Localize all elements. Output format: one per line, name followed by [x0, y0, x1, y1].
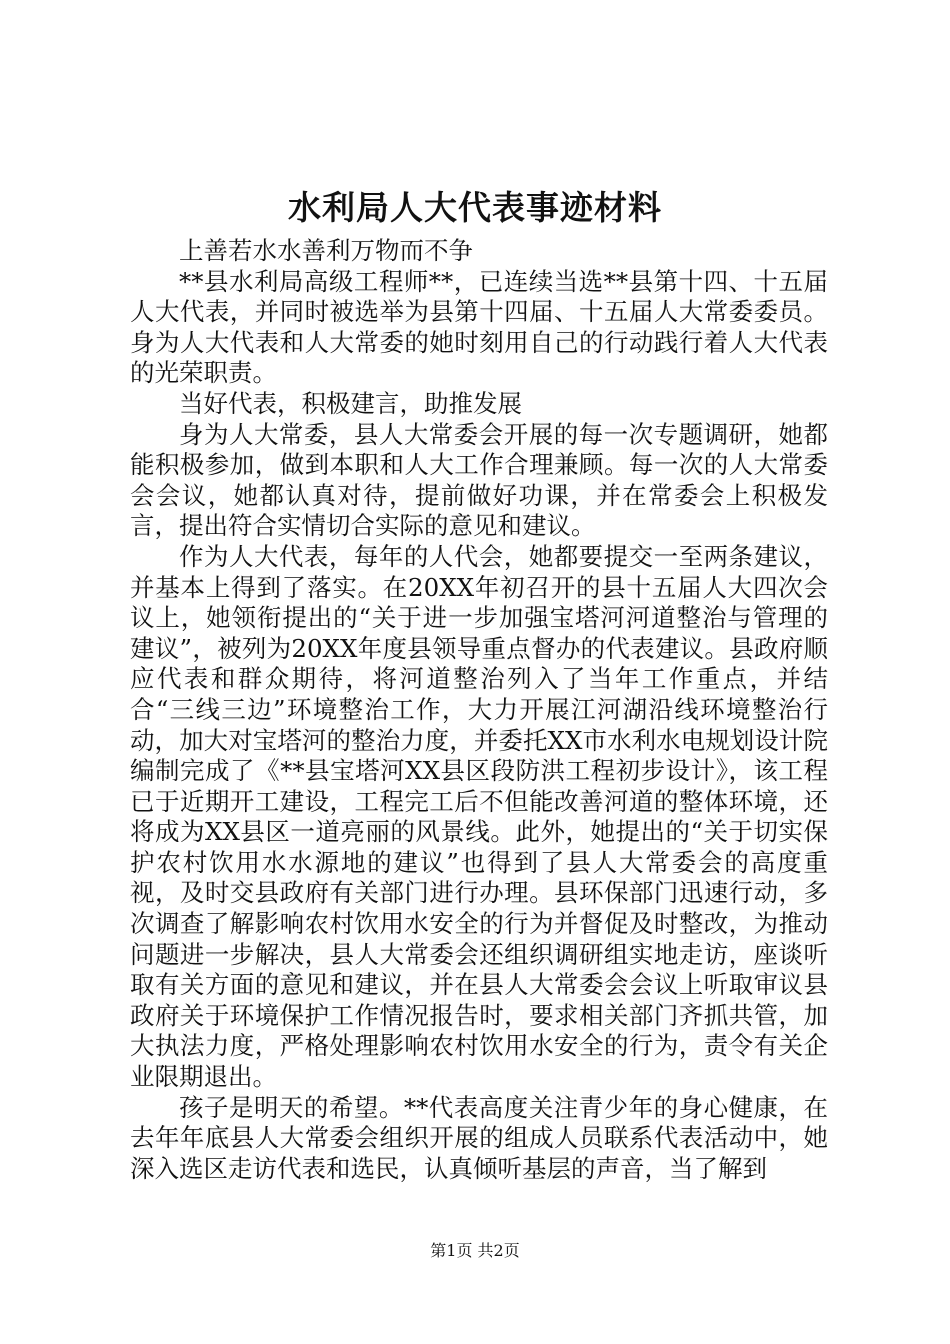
paragraph-motto: 上善若水水善利万物而不争: [179, 236, 473, 265]
document-title: 水利局人大代表事迹材料: [288, 188, 662, 227]
paragraph-proposals: 作为人大代表，每年的人代会，她都要提交一至两条建议，并基本上得到了落实。在20XX年初召开的县十五届人大四次会议上，她领衔提出的“关于进一步加强宝塔河河道整治与管理的建议”，被列为20XX年度县领导重点督办的代表建议。县政府顺应代表和群众期待，将河道整治列入了当年工作重点，并结合“三线三边”环境整治工作，大力开展江河湖沿线环境整治行动，加大对宝塔河的整治力度，并委托XX市水利水电规划设计院编制完成了《**县宝塔河XX县区段防洪工程初步设计》，该工程已于近期开工建设，工程完工后不但能改善河道的整体环境，还将成为XX县区一道亮丽的风景线。此外，她提出的“关于切实保护农村饮用水水源地的建议”也得到了县人大常委会的高度重视，及时交县政府有关部门进行办理。县环保部门迅速行动，多次调查了解影响农村饮用水安全的行为并督促及时整改，为推动问题进一步解决，县人大常委会还组织调研组实地走访，座谈听取有关方面的意见和建议，并在县人大常委会会议上听取审议县政府关于环境保护工作情况报告时，要求相关部门齐抓共管，加大执法力度，严格处理影响农村饮用水安全的行为，责令有关企业限期退出。: [130, 541, 828, 1092]
document-body: [130, 236, 828, 1184]
paragraph-children: 孩子是明天的希望。**代表高度关注青少年的身心健康，在去年年底县人大常委会组织开展的组成人员联系代表活动中，她深入选区走访代表和选民，认真倾听基层的声音，当了解到: [130, 1092, 828, 1183]
paragraph-intro: **县水利局高级工程师**，已连续当选**县第十四、十五届人大代表，并同时被选举为县第十四届、十五届人大常委委员。身为人大代表和人大常委的她时刻用自己的行动践行着人大代表的光荣职责。: [130, 266, 828, 388]
paragraph-subheading: 当好代表，积极建言，助推发展: [179, 388, 522, 418]
paragraph-standing-committee: 身为人大常委，县人大常委会开展的每一次专题调研，她都能积极参加，做到本职和人大工作合理兼顾。每一次的人大常委会会议，她都认真对待，提前做好功课，并在常委会上积极发言，提出符合实情切合实际的意见和建议。: [130, 419, 828, 541]
page-number-footer: 第1页 共2页: [430, 1241, 520, 1260]
